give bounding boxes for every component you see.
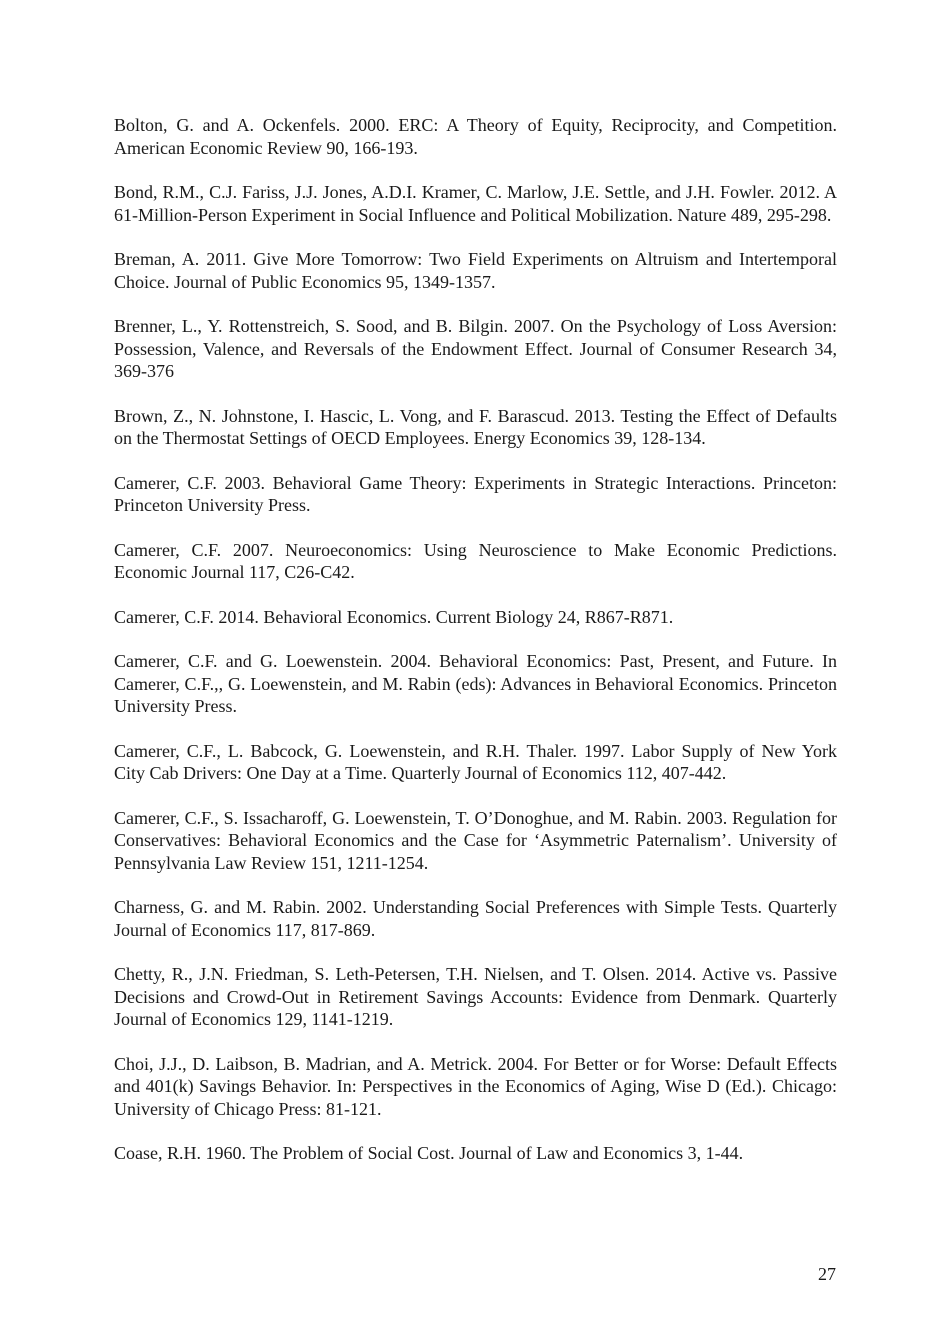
reference-entry: Bolton, G. and A. Ockenfels. 2000. ERC: A Theory of Equity, Reciprocity, and Competition. American Economic Review 90, 166-193. (114, 115, 837, 158)
reference-entry: Camerer, C.F. 2003. Behavioral Game Theory: Experiments in Strategic Interactions. Princeton: Princeton University Press. (114, 472, 837, 515)
reference-list (114, 114, 837, 1187)
reference-entry: Brenner, L., Y. Rottenstreich, S. Sood, and B. Bilgin. 2007. On the Psychology of Loss Aversion: Possession, Valence, and Reversals of the Endowment Effect. Journal of Consumer Research 34, 369-376 (114, 316, 837, 381)
reference-entry: Bond, R.M., C.J. Fariss, J.J. Jones, A.D.I. Kramer, C. Marlow, J.E. Settle, and J.H. Fowler. 2012. A 61-Million-Person Experiment in Social Influence and Political Mobilization. Nature 489, 295-298. (114, 182, 837, 225)
reference-entry: Choi, J.J., D. Laibson, B. Madrian, and A. Metrick. 2004. For Better or for Worse: Default Effects and 401(k) Savings Behavior. In: Perspectives in the Economics of Aging, Wise D (Ed.). Chicago: University of Chicago Press: 81-121. (114, 1053, 837, 1119)
reference-entry: Coase, R.H. 1960. The Problem of Social Cost. Journal of Law and Economics 3, 1-44. (114, 1143, 744, 1163)
page-number: 27 (818, 1264, 836, 1284)
reference-entry: Chetty, R., J.N. Friedman, S. Leth-Petersen, T.H. Nielsen, and T. Olsen. 2014. Active vs. Passive Decisions and Crowd-Out in Retirement Savings Accounts: Evidence from Denmark. Quarterly Journal of Economics 129, 1141-1219. (114, 964, 837, 1029)
reference-entry: Charness, G. and M. Rabin. 2002. Understanding Social Preferences with Simple Tests. Quarterly Journal of Economics 117, 817-869. (114, 897, 837, 940)
reference-entry: Camerer, C.F. 2014. Behavioral Economics. Current Biology 24, R867-R871. (114, 606, 674, 627)
reference-entry: Breman, A. 2011. Give More Tomorrow: Two Field Experiments on Altruism and Intertemporal Choice. Journal of Public Economics 95, 1349-1357. (114, 249, 837, 292)
reference-entry: Camerer, C.F., L. Babcock, G. Loewenstein, and R.H. Thaler. 1997. Labor Supply of New York City Cab Drivers: One Day at a Time. Quarterly Journal of Economics 112, 407-442. (114, 740, 837, 783)
reference-entry: Camerer, C.F. and G. Loewenstein. 2004. Behavioral Economics: Past, Present, and Future. In Camerer, C.F.,, G. Loewenstein, and M. Rabin (eds): Advances in Behavioral Economics. Princeton University Press. (114, 651, 837, 716)
reference-entry: Camerer, C.F. 2007. Neuroeconomics: Using Neuroscience to Make Economic Predictions. Economic Journal 117, C26-C42. (114, 539, 837, 582)
reference-entry: Brown, Z., N. Johnstone, I. Hascic, L. Vong, and F. Barascud. 2013. Testing the Effect of Defaults on the Thermostat Settings of OECD Employees. Energy Economics 39, 128-134. (114, 405, 837, 448)
reference-entry: Camerer, C.F., S. Issacharoff, G. Loewenstein, T. O’Donoghue, and M. Rabin. 2003. Regulation for Conservatives: Behavioral Economics and the Case for ‘Asymmetric Paternalism’. University of Pennsylvania Law Review 151, 1211-1254. (114, 807, 837, 873)
